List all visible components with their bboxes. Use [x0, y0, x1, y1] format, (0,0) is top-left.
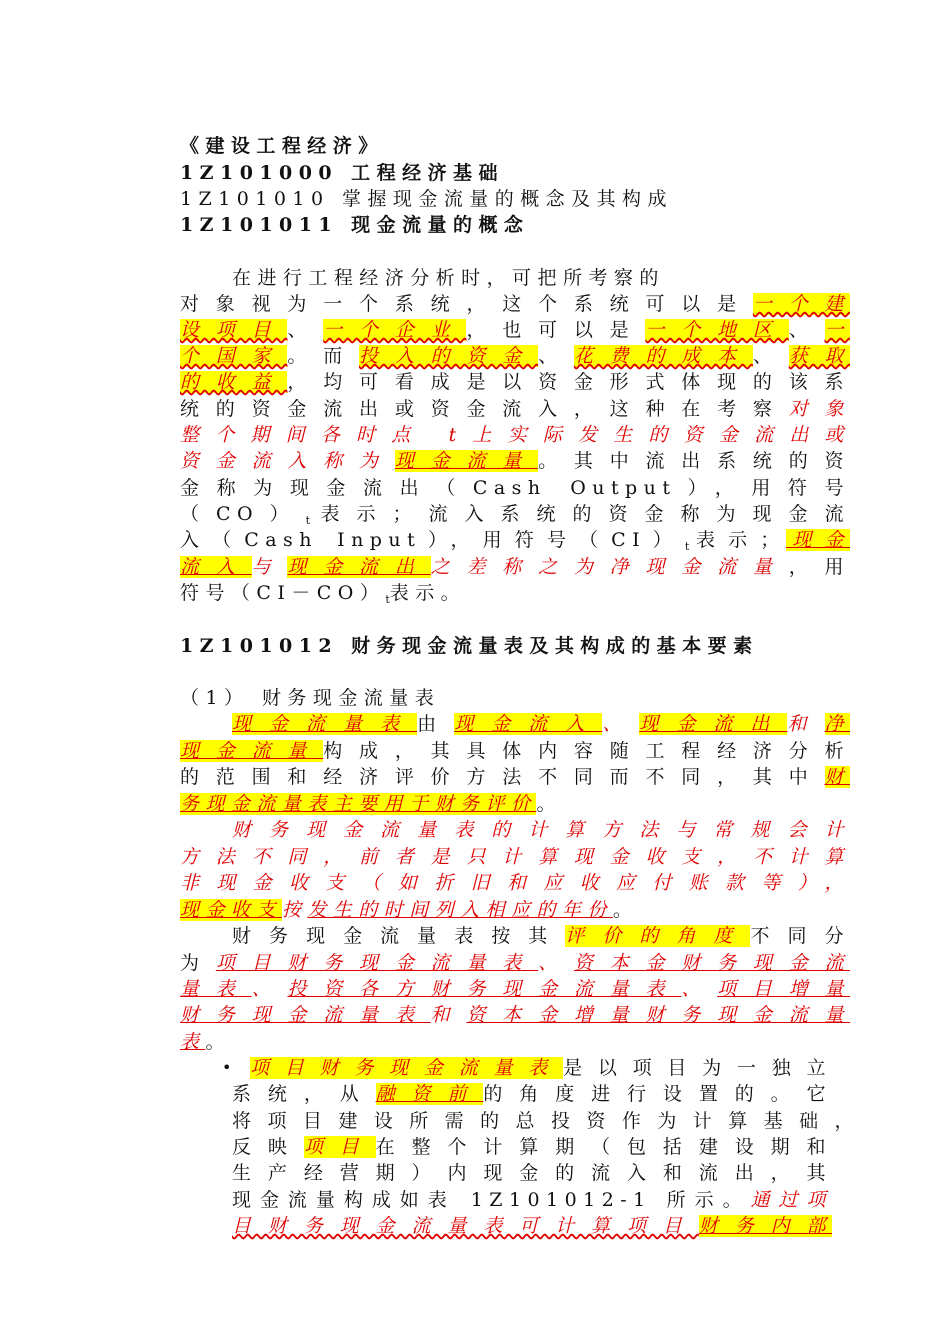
text-line: 现金流量表由现金流入、现金流出和净 — [232, 713, 850, 735]
text-line: 量表、投资各方财务现金流量表、项目增量 — [180, 978, 851, 1000]
heading-1z101000: 1Z101000 工程经济基础 — [180, 162, 504, 184]
text-line: 生产经营期）内现金的流入和流出，其 — [232, 1162, 832, 1184]
heading-1z101010: 1Z101010 掌握现金流量的概念及其构成 — [180, 188, 673, 210]
text-line: 设项目、一个企业，也可以是一个地区、一 — [180, 319, 850, 341]
text-line: 系统，从融资前的角度进行设置的。它 — [232, 1083, 833, 1105]
text-line: 为项目财务现金流量表、资本金财务现金流 — [180, 952, 850, 974]
text-line: 符号$(CI-CO)_t$表示。 — [180, 582, 467, 606]
text-line: 项目财务现金流量表是以项目为一独立 — [250, 1057, 833, 1079]
text-line: 非现金收支（如折旧和应收应付账款等）， — [180, 872, 850, 894]
text-line: 金称为现金流出（Cash Output），用符号 — [180, 477, 850, 499]
text-line: 统的资金流出或资金流入，这种在考察对象 — [180, 398, 851, 420]
text-line: 将项目建设所需的总投资作为计算基础， — [232, 1110, 860, 1132]
text-line: 财务现金流量表和资本金增量财务现金流量 — [180, 1004, 850, 1026]
heading-1z101011: 1Z101011 现金流量的概念 — [180, 214, 530, 236]
text-line: 整个期间各时点 t上实际发生的资金流出或 — [180, 424, 850, 446]
text-line: 现金流量构成如表 1Z101012-1 所示。通过项 — [232, 1189, 832, 1211]
text-line: $(CO)_t$表示；流入系统的资金称为现金流 — [180, 503, 850, 527]
document-title: 《建设工程经济》 — [180, 135, 384, 157]
text-line: 反映项目在整个计算期（包括建设期和 — [232, 1136, 833, 1158]
text-line: 资金流入称为现金流量。其中流出系统的资 — [180, 450, 850, 472]
text-line: 在进行工程经济分析时，可把所考察的 — [232, 267, 665, 289]
text-line: 个国家。而投入的资金、花费的成本、获取 — [180, 345, 850, 367]
heading-1z101012: 1Z101012 财务现金流量表及其构成的基本要素 — [180, 635, 759, 657]
text-line: 财务现金流量表的计算方法与常规会计 — [232, 819, 850, 841]
text-line: 表。 — [180, 1031, 231, 1053]
bullet-marker: • — [222, 1058, 232, 1077]
text-line: 的收益，均可看成是以资金形式体现的该系 — [180, 371, 850, 393]
text-line: 务现金流量表主要用于财务评价。 — [180, 793, 562, 815]
text-line: 财务现金流量表按其评价的角度不同分 — [232, 925, 850, 947]
text-line: 现金流量构成，其具体内容随工程经济分析 — [180, 740, 850, 762]
text-line: 的范围和经济评价方法不同而不同，其中财 — [180, 766, 850, 788]
text-line: 目财务现金流量表可计算项目财务内部 — [232, 1215, 832, 1237]
text-line: 流入与现金流出之差称之为净现金流量，用 — [180, 556, 851, 578]
text-line: 对象视为一个系统，这个系统可以是一个建 — [180, 293, 850, 315]
text-line: 入（Cash Input），用符号$(CI)_t$表示；现金 — [180, 529, 850, 553]
text-line: 现金收支按发生的时间列入相应的年份。 — [180, 899, 639, 921]
text-line: 方法不同，前者是只计算现金收支，不计算 — [180, 846, 850, 868]
section-label: （1） 财务现金流量表 — [180, 687, 441, 709]
